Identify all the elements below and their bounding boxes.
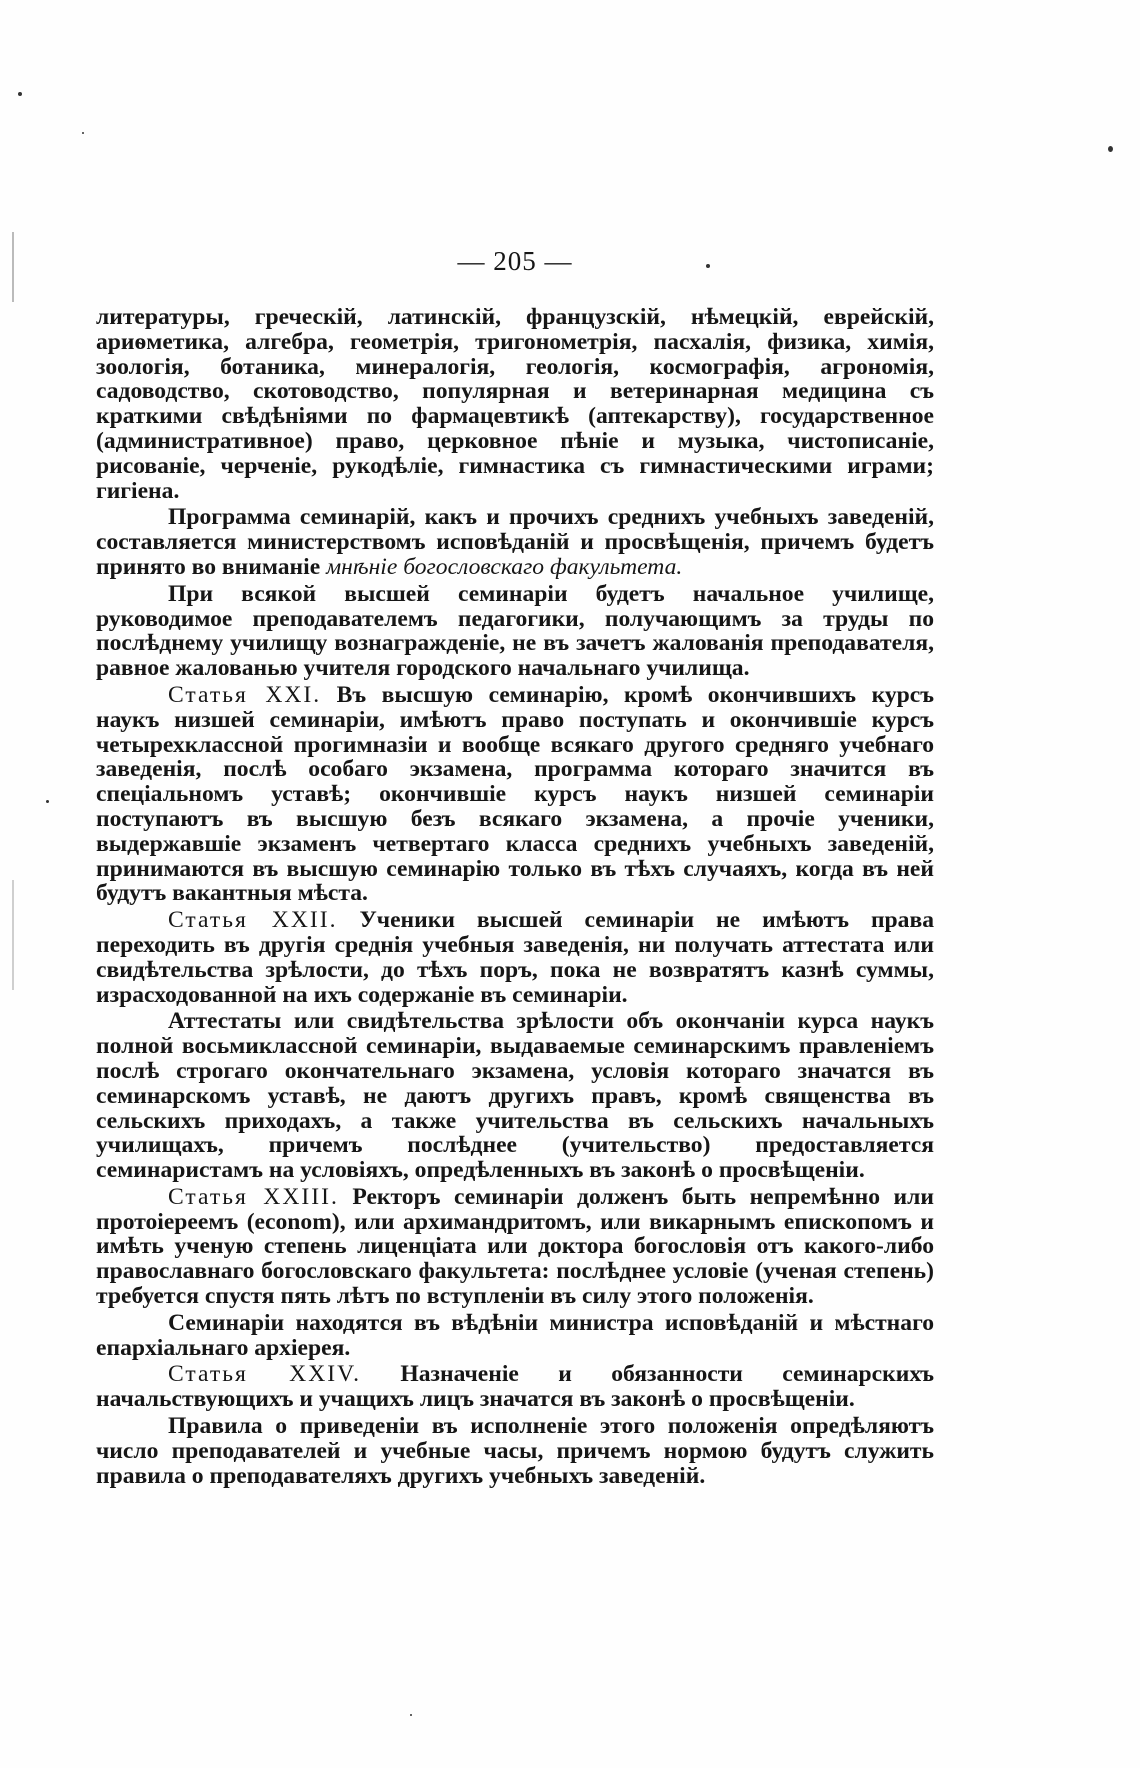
page-number: — 205 — — [457, 246, 573, 276]
paragraph-subjects-list — [96, 305, 934, 503]
paragraph-article-22 — [96, 908, 934, 1007]
paragraph-certificates — [96, 1009, 934, 1183]
paragraph-text: литературы, греческій, латинскій, французскій, нѣмецкій, еврейскій, ариѳметика, алгебра, геометрія, тригонометрія, пасхалія, физика, химія, зоологія, ботаника, минералогія, геологія, космографія, агрономія, садоводство, скотоводство, популярная и ветеринарная медицина съ краткими свѣдѣніями по фармацевтикѣ (аптекарству), государственное (административное) право, церковное пѣніе и музыка, чистописаніе, рисованіе, черченіе, рукодѣліе, гимнастика съ гимнастическими играми; гигіена. — [96, 304, 934, 504]
scan-speck — [1108, 146, 1113, 152]
paragraph-article-21 — [96, 683, 934, 906]
body-text — [96, 305, 934, 1490]
paragraph-article-24 — [96, 1362, 934, 1412]
scan-speck — [18, 92, 22, 96]
paragraph-program — [96, 505, 934, 579]
paragraph-text: Семинаріи находятся въ вѣдѣніи министра исповѣданій и мѣстнаго епархіальнаго архіерея. — [96, 1309, 934, 1361]
paragraph-article-23 — [96, 1185, 934, 1309]
scan-margin-line — [12, 880, 14, 990]
paragraph-primary-school — [96, 582, 934, 681]
paragraph-italic-phrase: мнѣніе богословскаго факультета. — [326, 553, 683, 580]
article-heading: Статья XXIV. — [168, 1361, 362, 1388]
paragraph-text: Ректоръ семинаріи долженъ быть непремѣнно или протоіереемъ (econom), или архимандритомъ, или викарнымъ епископомъ и имѣть ученую степень лиценціата или доктора богословія отъ какого-либо православнаго богословскаго факультета: послѣднее условіе (ученая степень) требуется спустя пять лѣтъ по вступленіи въ силу этого положенія. — [96, 1183, 934, 1310]
paragraph-text: При всякой высшей семинаріи будетъ начальное училище, руководимое преподавателемъ педагогики, получающимъ за труды по послѣднему училищу вознагражденіе, не въ зачетъ жалованія преподавателя, равное жалованью учителя городского начальнаго училища. — [96, 580, 934, 682]
paragraph-text: Правила о приведеніи въ исполненіе этого положенія опредѣляютъ число преподавателей и учебные часы, причемъ нормою будутъ служить правила о преподавателяхъ другихъ учебныхъ заведеній. — [96, 1413, 934, 1489]
paragraph-text: Въ высшую семинарію, кромѣ окончившихъ курсъ наукъ низшей семинаріи, имѣютъ право поступать и окончившіе курсъ четырехклассной прогимназіи и вообще всякаго другого средняго учебнаго заведенія, послѣ особаго экзамена, программа котораго значится въ спеціальномъ уставѣ; окончившіе курсъ наукъ низшей семинаріи поступаютъ въ высшую безъ всякаго экзамена, а прочіе ученики, выдержавшіе экзаменъ четвертаго класса среднихъ учебныхъ заведеній, принимаются въ высшую семинарію только въ тѣхъ случаяхъ, когда въ ней будутъ вакантныя мѣста. — [96, 681, 934, 907]
article-heading: Статья XXI. — [168, 681, 322, 708]
article-heading: Статья XXII. — [168, 907, 338, 934]
paragraph-text: Программа семинарій, какъ и прочихъ среднихъ учебныхъ заведеній, составляется министерствомъ исповѣданій и просвѣщенія, причемъ будетъ принято во вниманіе — [96, 504, 934, 580]
paragraph-text: Назначеніе и обязанности семинарскихъ начальствующихъ и учащихъ лицъ значатся въ законѣ о просвѣщеніи. — [96, 1361, 934, 1413]
paragraph-text: Ученики высшей семинаріи не имѣютъ права переходить въ другія среднія учебныя заведенія, ни получать аттестата или свидѣтельства зрѣлости, до тѣхъ поръ, пока не возвратятъ казнѣ суммы, израсходованной на ихъ содержаніе въ семинаріи. — [96, 907, 934, 1008]
scan-speck — [46, 800, 49, 803]
paragraph-jurisdiction — [96, 1311, 934, 1361]
paragraph-rules — [96, 1414, 934, 1488]
scan-speck — [82, 132, 84, 134]
scan-speck — [410, 1714, 412, 1716]
paragraph-text: Аттестаты или свидѣтельства зрѣлости объ окончаніи курса наукъ полной восьмиклассной семинаріи, выдаваемые семинарскимъ правленіемъ послѣ строгаго окончательнаго экзамена, условія котораго значатся въ семинарскомъ уставѣ, не даютъ другихъ правъ, кромѣ священства въ сельскихъ приходахъ, а также учительства въ сельскихъ начальныхъ училищахъ, причемъ послѣднее (учительство) предоставляется семинаристамъ на условіяхъ, опредѣленныхъ въ законѣ о просвѣщеніи. — [96, 1008, 934, 1184]
article-heading: Статья XXIII. — [168, 1183, 339, 1210]
